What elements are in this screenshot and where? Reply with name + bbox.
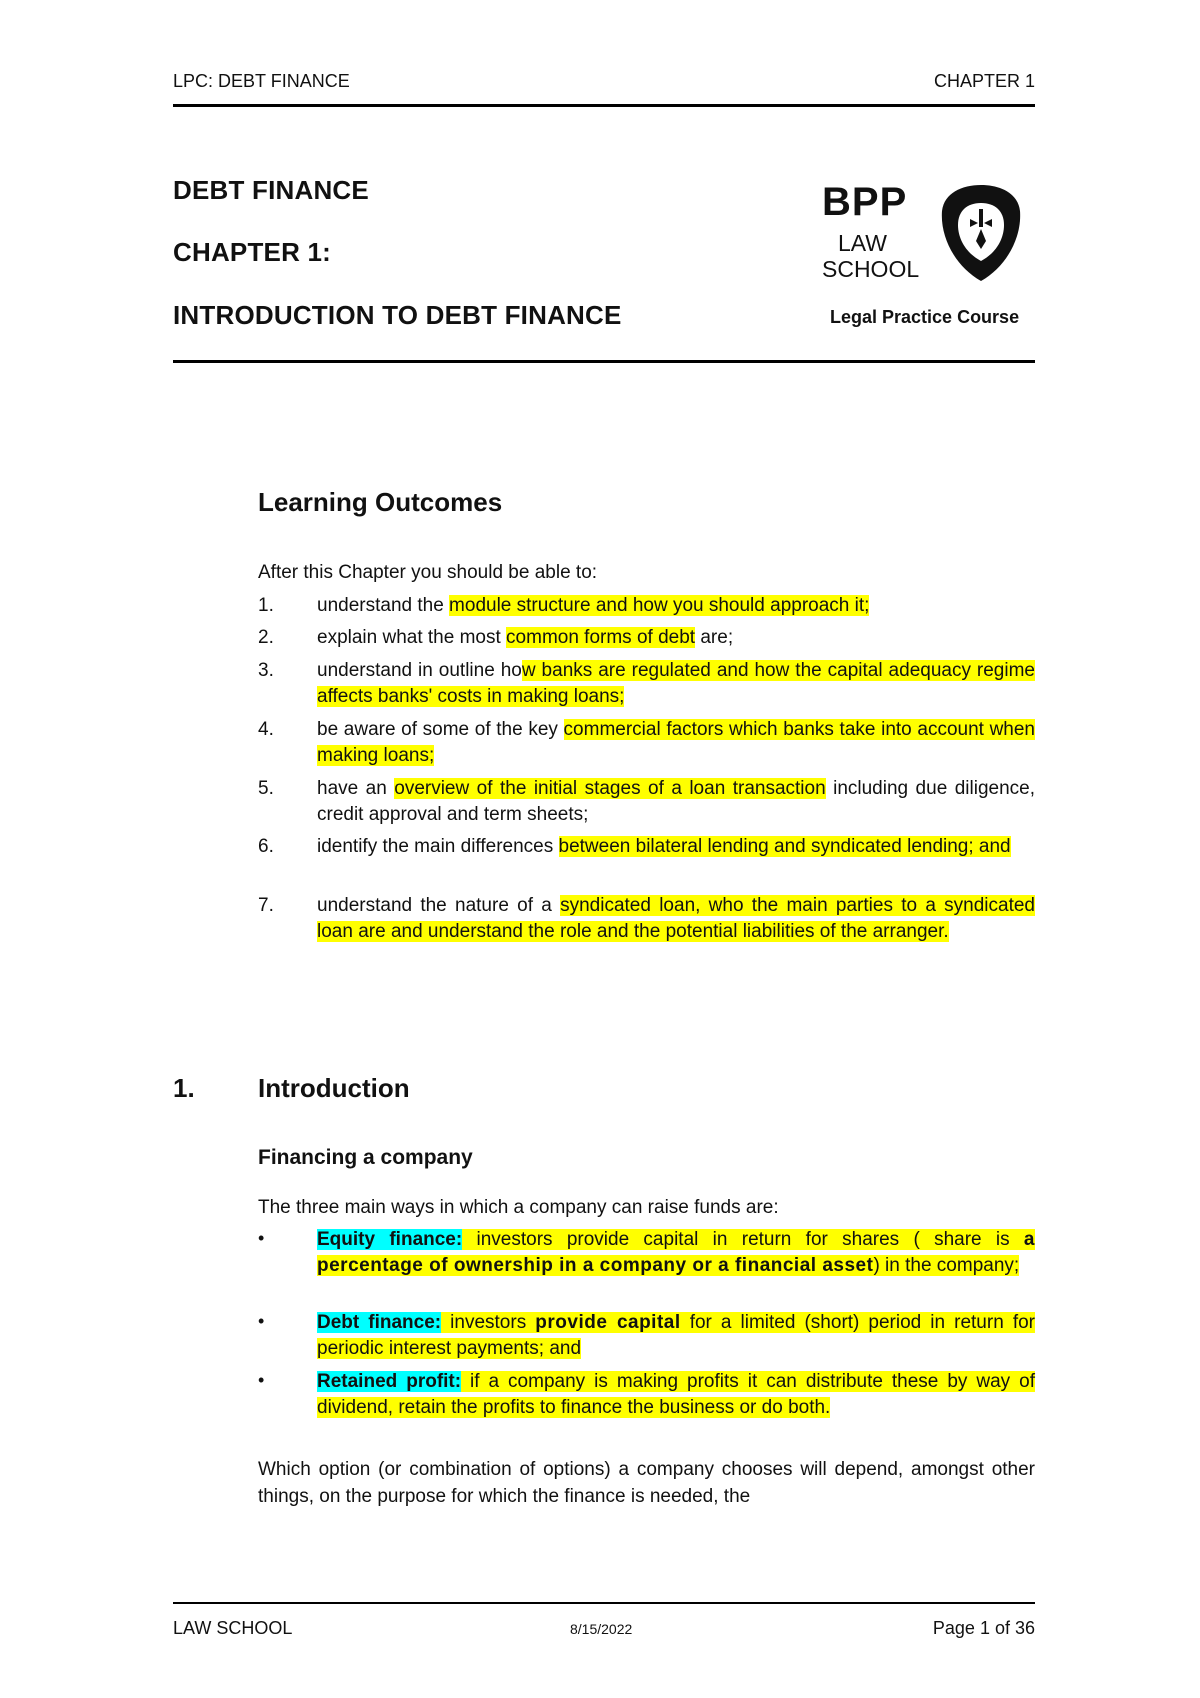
logo-line-law: LAW [838,230,887,256]
text-plain: identify the main differences [317,836,559,857]
subsection-title: Financing a company [258,1146,473,1169]
text-highlight: common forms of debt [506,627,696,648]
text-plain: be aware of some of the key [317,719,564,740]
page-number: Page 1 of 36 [932,1618,1035,1638]
lion-shield-icon [940,183,1022,283]
text-highlight: investors provide capital in return for shares ( share is [462,1229,1024,1250]
bullet-icon: • [258,1228,265,1248]
text-plain: understand in outline ho [317,660,522,681]
text-highlight-bold: provide capital [535,1312,681,1333]
chapter-title: INTRODUCTION TO DEBT FINANCE [173,300,622,330]
bullet-icon: • [258,1311,265,1331]
text-highlight: if a company is making profits it can distribute these by way of dividend, retain the profits to finance the business or do both. [317,1371,1035,1418]
list-number: 5. [258,778,274,799]
text-plain: understand the [317,595,450,616]
text-highlight: between bilateral lending and syndicated lending; and [558,836,1011,857]
list-number: 1. [258,595,274,616]
text-highlight: for a limited (short) period in return for periodic interest payments; and [317,1312,1035,1359]
list-number: 7. [258,895,274,916]
text-highlight-bold: a percentage of ownership in a company or a financial asset [317,1229,1035,1276]
text-plain: have an [317,778,395,799]
footer-rule [173,1602,1035,1604]
list-text [317,834,1035,860]
section-number: 1. [173,1073,195,1103]
list-text [317,893,1035,945]
text-plain: including due diligence, credit approval and term sheets; [317,778,1035,825]
list-text [317,593,1035,619]
closing-paragraph: Which option (or combination of options) a company chooses will depend, amongst other things, on the purpose for which the finance is needed, the [258,1459,1035,1507]
text-highlight: w banks are regulated and how the capital adequacy regime affects banks' costs in making loans; [317,660,1035,707]
term-label: Equity finance: [317,1229,463,1250]
list-number: 3. [258,660,274,681]
logo-line-school: SCHOOL [822,256,920,282]
list-number: 6. [258,836,274,857]
text-highlight: syndicated loan, who the main parties to a syndicated loan are and understand the role and the potential liabilities of the arranger. [317,895,1035,942]
list-number: 2. [258,627,274,648]
text-highlight: investors [441,1312,536,1333]
term-label: Retained profit: [317,1371,462,1392]
bullet-retained [317,1369,1035,1421]
title-rule [173,360,1035,363]
running-header-left: LPC: DEBT FINANCE [173,71,350,91]
term-label: Debt finance: [317,1312,442,1333]
text-highlight: commercial factors which banks take into account when making loans; [317,719,1036,766]
course-name: Legal Practice Course [830,307,1020,327]
section-title: Introduction [258,1073,410,1103]
header-rule [173,104,1035,107]
chapter-label: CHAPTER 1: [173,237,332,267]
learning-outcomes-heading: Learning Outcomes [258,487,503,517]
bullet-debt [317,1310,1035,1362]
text-highlight: overview of the initial stages of a loan transaction [394,778,826,799]
list-text [317,658,1035,710]
text-highlight: module structure and how you should approach it; [449,595,870,616]
logo-brand: BPP [822,180,908,224]
running-header-right: CHAPTER 1 [933,71,1035,91]
text-plain: explain what the most [317,627,507,648]
section-intro: The three main ways in which a company can raise funds are: [258,1197,779,1218]
bullet-equity [317,1227,1035,1279]
footer-left: LAW SCHOOL [173,1618,293,1638]
document-title: DEBT FINANCE [173,175,369,205]
list-text [317,717,1035,769]
learning-outcomes-intro: After this Chapter you should be able to: [258,562,598,583]
list-text [317,776,1035,828]
text-plain: are; [695,627,734,648]
footer-date: 8/15/2022 [570,1621,633,1637]
bullet-icon: • [258,1370,265,1390]
list-number: 4. [258,719,274,740]
list-text [317,625,1035,651]
text-highlight: ) in the company; [873,1255,1020,1276]
text-plain: understand the nature of a [317,895,561,916]
